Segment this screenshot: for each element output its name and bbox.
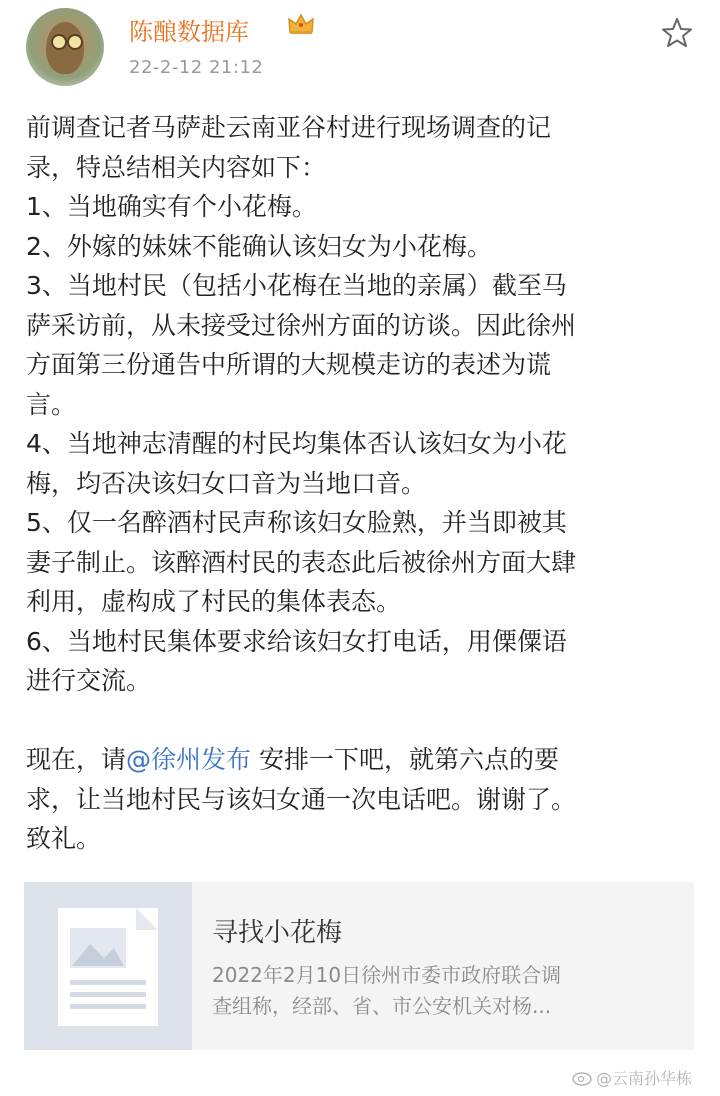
post-header: [0, 0, 720, 100]
post-line: 2、外嫁的妹妹不能确认该妇女为小花梅。: [26, 231, 492, 261]
closing-line: 现在，请@徐州发布 安排一下吧，就第六点的要: [26, 745, 559, 774]
post-line: 1、当地确实有个小花梅。: [26, 192, 317, 221]
card-description: 2022年2月10日徐州市委市政府联合调 查组称，经部、省、市公安机关对杨...: [212, 963, 562, 1018]
paragraph-gap: [26, 701, 706, 741]
article-thumbnail: [24, 882, 192, 1050]
user-name[interactable]: 陈酿数据库: [129, 18, 249, 46]
image-placeholder-icon: [24, 882, 192, 1050]
card-title: 寻找小花梅: [212, 918, 343, 948]
post-line: 录，特总结相关内容如下：: [26, 152, 327, 182]
post-line: 进行交流。: [26, 666, 152, 695]
post-line: 5、仅一名醉酒村民声称该妇女脸熟，并当即被其: [26, 508, 567, 537]
post-body: [26, 108, 706, 859]
post-line: 利用，虚构成了村民的集体表态。: [26, 587, 402, 616]
closing-line: 致礼。: [26, 824, 102, 853]
weibo-watermark-icon: [572, 1068, 594, 1086]
closing-line: 求，让当地村民与该妇女通一次电话吧。谢谢了。: [26, 784, 577, 814]
post-line: 妻子制止。该醉酒村民的表态此后被徐州方面大肆: [26, 547, 577, 577]
link-card[interactable]: [24, 882, 694, 1050]
post-line: 方面第三份通告中所谓的大规模走访的表述为谎: [26, 350, 552, 379]
star-icon[interactable]: [660, 16, 694, 50]
post-line: 6、当地村民集体要求给该妇女打电话，用傈僳语: [26, 626, 567, 656]
post-line: 4、当地神志清醒的村民均集体否认该妇女为小花: [26, 429, 567, 458]
post-line: 萨采访前，从未接受过徐州方面的访谈。因此徐州: [26, 310, 577, 340]
post-line: 3、当地村民（包括小花梅在当地的亲属）截至马: [26, 271, 567, 300]
avatar[interactable]: [26, 8, 104, 86]
post-timestamp: 22-2-12 21:12: [129, 57, 264, 78]
crown-icon: [287, 12, 315, 36]
post-line: 前调查记者马萨赴云南亚谷村进行现场调查的记: [26, 113, 552, 142]
watermark-text: @云南孙华栋: [596, 1069, 693, 1088]
post-line: 言。: [26, 389, 77, 419]
post-line: 梅，均否决该妇女口音为当地口音。: [26, 468, 427, 498]
mention-link[interactable]: @徐州发布: [126, 745, 252, 774]
